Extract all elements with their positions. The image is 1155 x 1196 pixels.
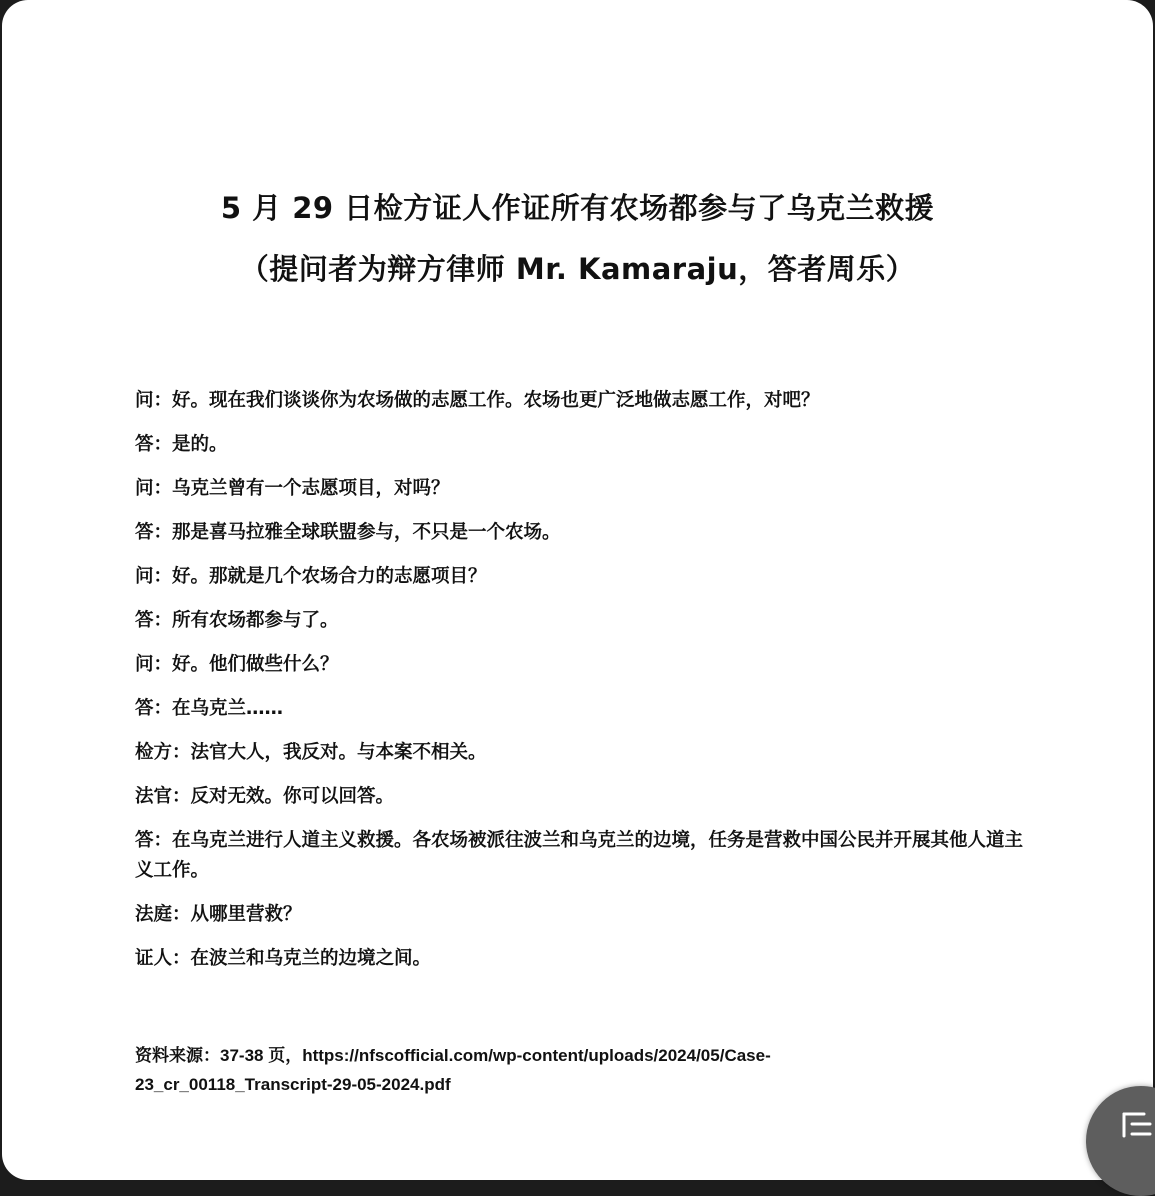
document-page bbox=[2, 0, 1153, 1180]
dialogue-line: 证人：在波兰和乌克兰的边境之间。 bbox=[135, 948, 432, 969]
dialogue-line: 问：好。现在我们谈谈你为农场做的志愿工作。农场也更广泛地做志愿工作，对吧？ bbox=[135, 390, 820, 411]
dialogue-line: 答：所有农场都参与了。 bbox=[135, 610, 339, 631]
dialogue-line: 问：乌克兰曾有一个志愿项目，对吗？ bbox=[135, 478, 450, 499]
dialogue-line: 问：好。那就是几个农场合力的志愿项目？ bbox=[135, 566, 487, 587]
dialogue-line: 法官：反对无效。你可以回答。 bbox=[135, 786, 395, 807]
dialogue-line: 检方：法官大人，我反对。与本案不相关。 bbox=[135, 742, 487, 763]
dialogue-line: 答：是的。 bbox=[135, 434, 228, 455]
dialogue-line: 答：在乌克兰进行人道主义救援。各农场被派往波兰和乌克兰的边境，任务是营救中国公民并开展其他人道主义工作。 bbox=[135, 830, 1024, 881]
document-title: 5 月 29 日检方证人作证所有农场都参与了乌克兰救援 bbox=[220, 191, 935, 225]
source-line: 资料来源：37-38 页，https://nfscofficial.com/wp-content/uploads/2024/05/Case- bbox=[135, 1046, 771, 1065]
source-line: 23_cr_00118_Transcript-29-05-2024.pdf bbox=[135, 1075, 451, 1094]
dialogue-line: 法庭：从哪里营救？ bbox=[135, 904, 302, 925]
dialogue-line: 答：在乌克兰…… bbox=[135, 698, 284, 719]
transcript-dialogue bbox=[135, 386, 1035, 988]
menu-lines-icon bbox=[1118, 1108, 1155, 1142]
document-subtitle: （提问者为辩方律师 Mr. Kamaraju，答者周乐） bbox=[239, 252, 916, 286]
source-citation bbox=[135, 1041, 895, 1099]
dialogue-line: 答：那是喜马拉雅全球联盟参与，不只是一个农场。 bbox=[135, 522, 561, 543]
dialogue-line: 问：好。他们做些什么？ bbox=[135, 654, 339, 675]
